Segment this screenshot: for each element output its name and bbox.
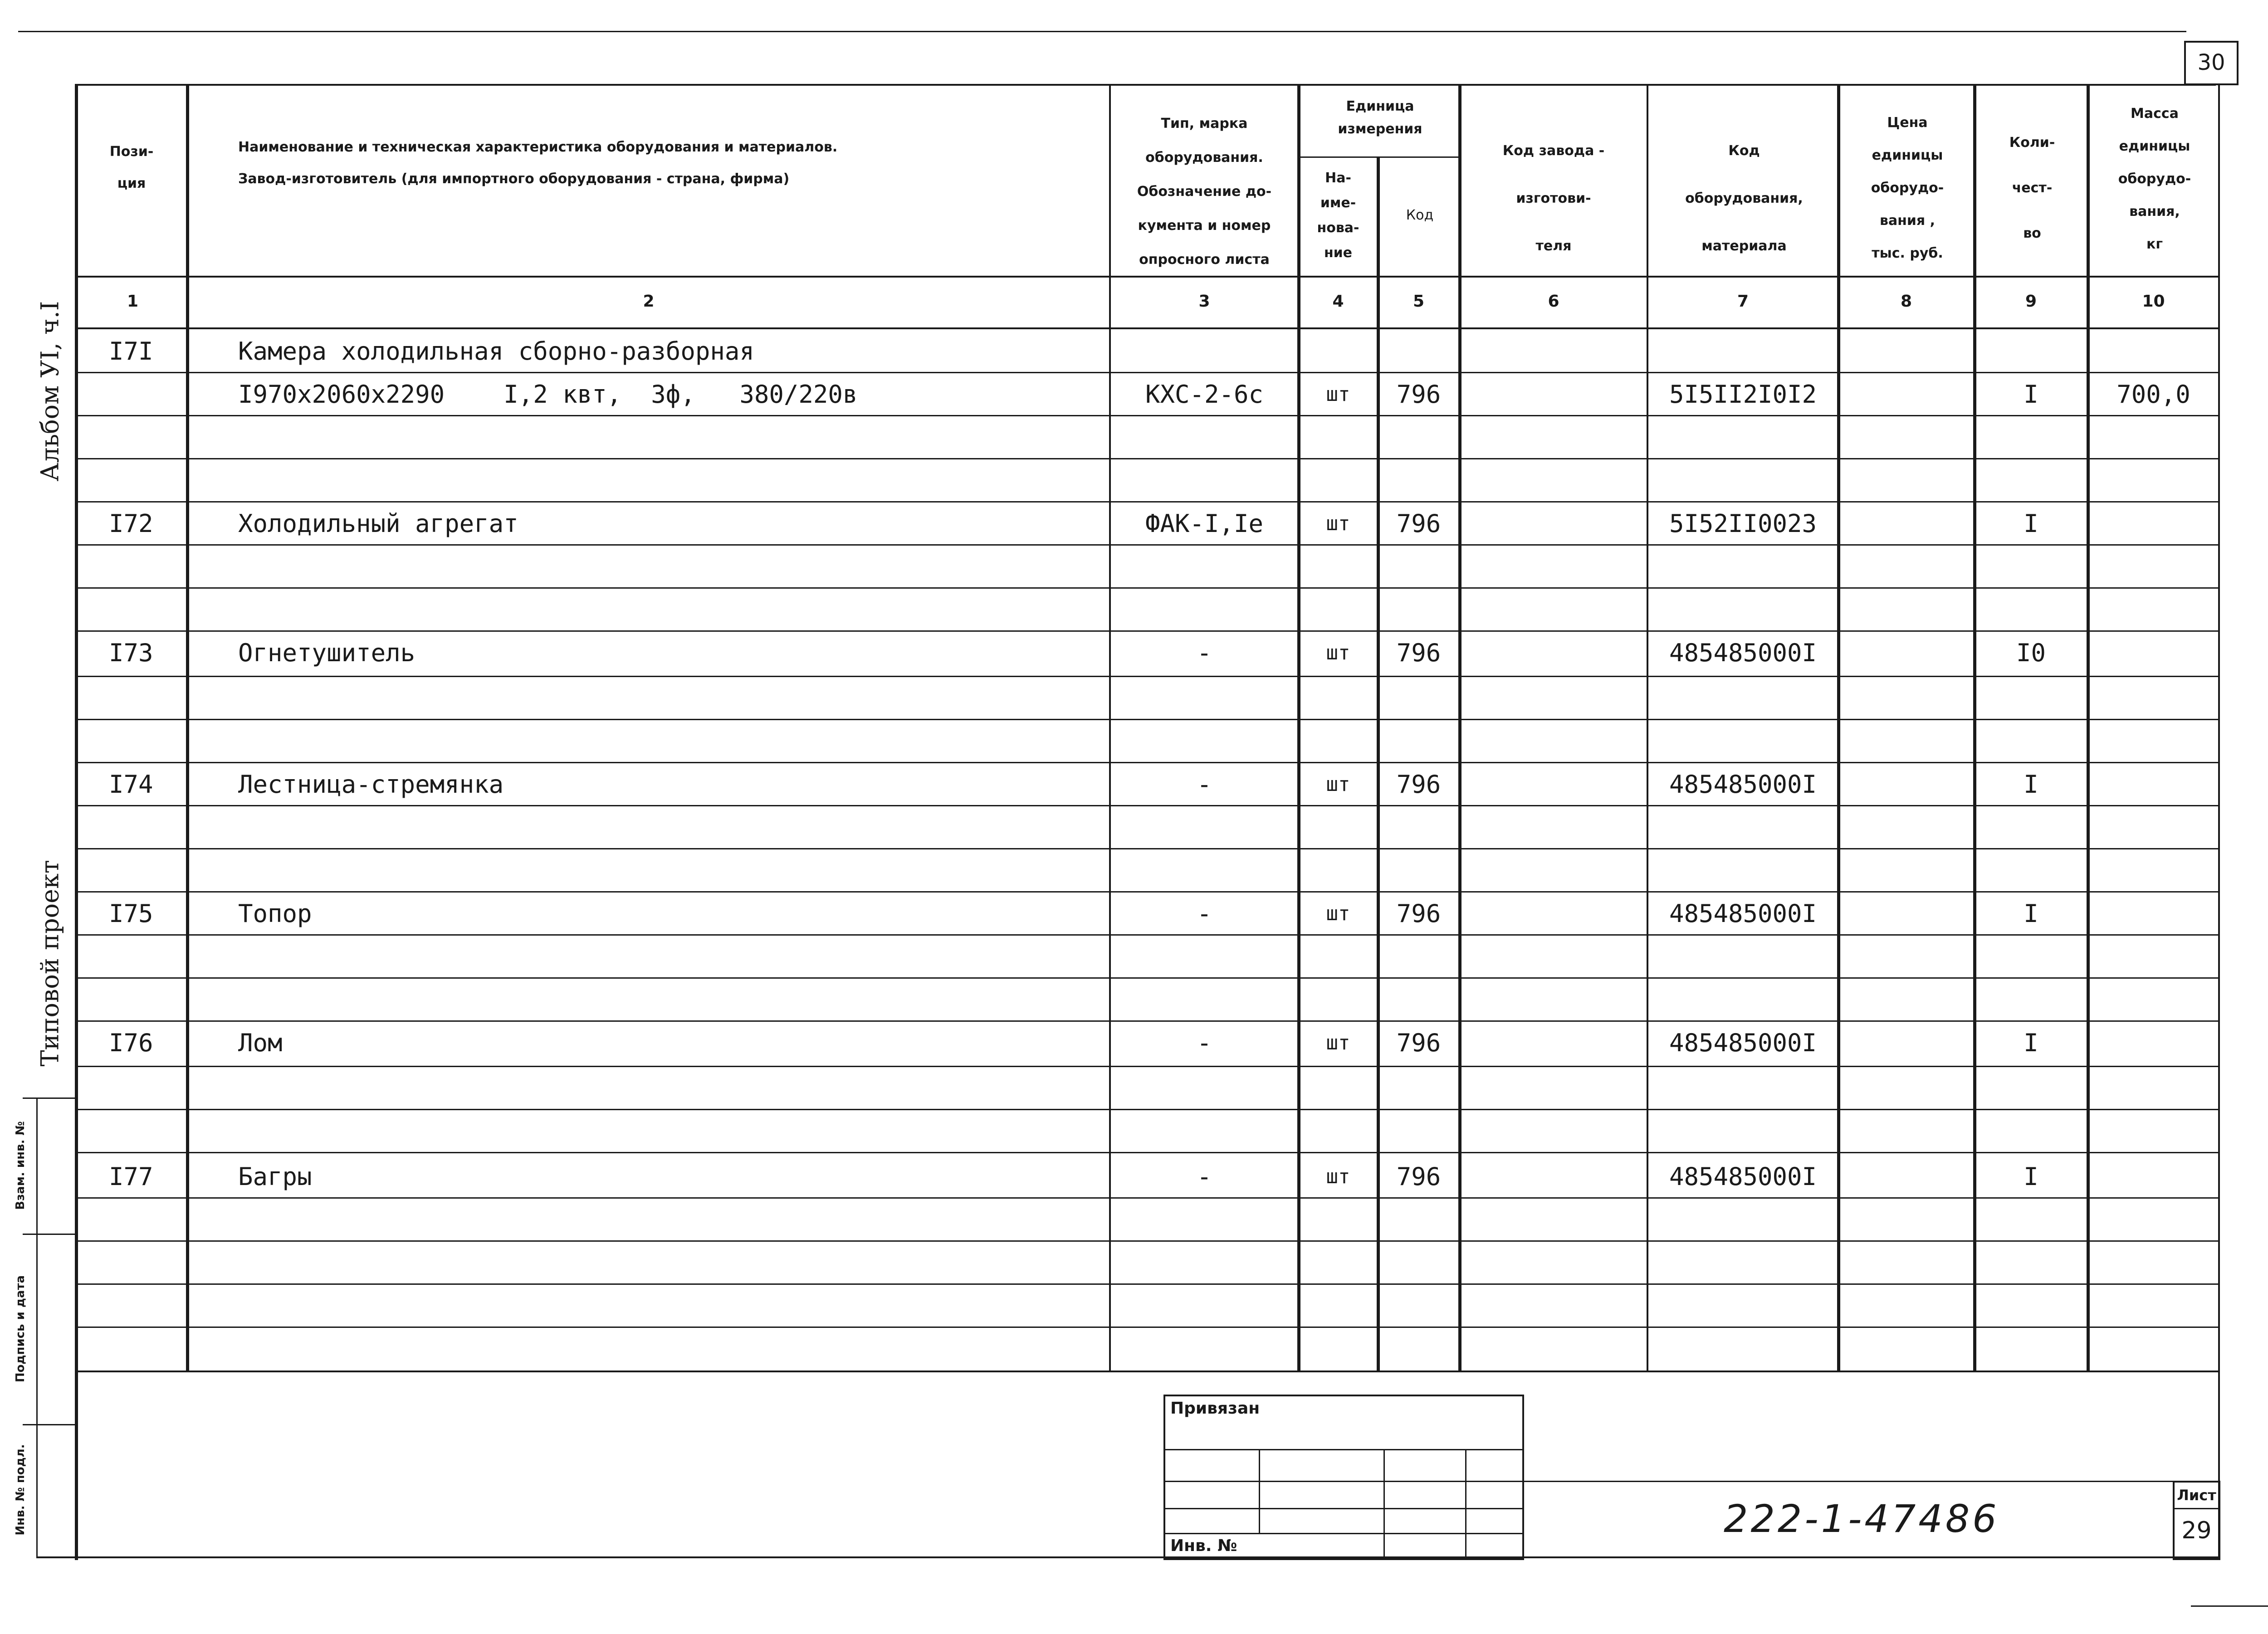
colnum-3: 3: [1198, 292, 1210, 311]
colnum-8: 8: [1900, 292, 1912, 311]
row-173-code: 796: [1396, 639, 1441, 667]
row-171-pos: I7I: [109, 337, 153, 366]
row-176-type: -: [1197, 1029, 1212, 1057]
document-code: 222-1-47486: [1724, 1497, 1999, 1541]
table-left-border: [75, 84, 78, 1560]
row-line: [75, 1283, 2218, 1285]
header-mass: Масса единицы оборудо- вания, кг: [2118, 106, 2191, 252]
row-171-unit: шт: [1326, 383, 1350, 406]
table-right-border: [2218, 84, 2220, 1560]
col-line-5: [1458, 84, 1461, 1372]
header-unit-name: На- име- нова- ние: [1317, 170, 1359, 261]
colnum-2: 2: [643, 292, 655, 311]
row-174-name: Лестница-стремянка: [238, 770, 504, 799]
row-171-mass: 700,0: [2116, 380, 2190, 409]
row-174-type: -: [1197, 770, 1212, 799]
row-line: [75, 1152, 2218, 1153]
colnum-6: 6: [1548, 292, 1559, 311]
row-172-pos: I72: [109, 509, 153, 538]
row-172-equip: 5I52II0023: [1669, 509, 1817, 538]
stamp-line: [1163, 1481, 1524, 1482]
row-175-name: Топор: [238, 899, 312, 928]
row-line: [75, 848, 2218, 849]
colnum-5: 5: [1413, 292, 1425, 311]
col-line-6: [1647, 84, 1648, 1372]
row-175-unit: шт: [1326, 902, 1350, 925]
row-177-pos: I77: [109, 1162, 153, 1191]
row-174-qty: I: [2024, 770, 2038, 799]
table-bottom-line: [36, 1556, 2220, 1558]
row-174-unit: шт: [1326, 773, 1350, 796]
row-line: [75, 1109, 2218, 1110]
sheet-label: Лист: [2177, 1487, 2216, 1504]
row-line: [75, 458, 2218, 459]
row-174-pos: I74: [109, 770, 153, 799]
side-frame-line: [36, 1097, 38, 1558]
header-unit-group: Единица измерения: [1338, 98, 1422, 137]
row-173-type: -: [1197, 639, 1212, 667]
header-price: Цена единицы оборудо- вания , тыс. руб.: [1871, 115, 1944, 261]
colnum-9: 9: [2025, 292, 2037, 311]
row-line: [75, 630, 2218, 632]
row-line: [75, 1066, 2218, 1067]
side-album-label: Альбом УI, ч.I: [35, 301, 64, 482]
row-177-unit: шт: [1326, 1165, 1350, 1188]
row-line: [75, 587, 2218, 589]
row-173-unit: шт: [1326, 641, 1350, 664]
row-line: [75, 719, 2218, 720]
sheet-box-divider: [2173, 1508, 2220, 1509]
header-pos: Пози- ция: [109, 144, 154, 191]
header-qty: Коли- чест- во: [2009, 135, 2055, 241]
side-frame-divider: [23, 1424, 75, 1425]
header-name: Наименование и техническая характеристика оборудования и материалов. Завод-изготовитель (для импортного оборудования - страна, фирма): [238, 139, 838, 187]
stamp-col: [1465, 1449, 1466, 1560]
top-page-number: 30: [2197, 50, 2225, 75]
row-171-name: Камера холодильная сборно-разборная: [238, 337, 754, 366]
row-175-qty: I: [2024, 899, 2038, 928]
row-175-code: 796: [1396, 899, 1441, 928]
row-172-unit: шт: [1326, 512, 1350, 535]
title-block-line: [1524, 1481, 2218, 1482]
row-175-type: -: [1197, 899, 1212, 928]
row-line: [75, 762, 2218, 763]
row-173-pos: I73: [109, 639, 153, 667]
header-type: Тип, марка оборудования. Обозначение до- кумента и номер опросного листа: [1137, 116, 1272, 268]
row-line: [75, 1197, 2218, 1199]
side-frame-top: [23, 1097, 75, 1099]
top-border-line: [18, 31, 2186, 32]
binding-stamp: [1163, 1395, 1524, 1560]
col-line-2: [1109, 84, 1111, 1372]
row-176-equip: 485485000I: [1669, 1029, 1817, 1057]
column-numbers-bottom-line: [75, 327, 2218, 329]
stamp-inv-label: Инв. №: [1170, 1536, 1237, 1555]
colnum-1: 1: [127, 292, 139, 311]
col-line-1: [186, 84, 189, 1372]
row-171-type: КХС-2-6с: [1145, 380, 1264, 409]
row-line: [75, 977, 2218, 979]
row-line: [75, 891, 2218, 893]
row-174-code: 796: [1396, 770, 1441, 799]
row-line: [75, 372, 2218, 373]
row-174-equip: 485485000I: [1669, 770, 1817, 799]
row-176-pos: I76: [109, 1029, 153, 1057]
row-177-equip: 485485000I: [1669, 1162, 1817, 1191]
side-frame-divider: [23, 1234, 75, 1235]
row-173-qty: I0: [2016, 639, 2046, 667]
row-172-code: 796: [1396, 509, 1441, 538]
colnum-7: 7: [1737, 292, 1749, 311]
row-171-name-line2: I970x2060x2290 I,2 квт, 3ф, 380/220в: [238, 380, 858, 409]
row-171-qty: I: [2024, 380, 2038, 409]
colnum-4: 4: [1332, 292, 1344, 311]
row-171-code: 796: [1396, 380, 1441, 409]
sheet-number: 29: [2181, 1517, 2212, 1544]
row-176-code: 796: [1396, 1029, 1441, 1057]
col-line-9: [2087, 84, 2090, 1372]
stamp-bound-label: Привязан: [1170, 1399, 1260, 1418]
table-body-bottom-line: [75, 1371, 2218, 1372]
row-line: [75, 934, 2218, 936]
header-unit-code: Код: [1406, 207, 1434, 223]
side-frame-label-3: Инв. № подл.: [14, 1444, 27, 1536]
colnum-10: 10: [2142, 292, 2165, 311]
row-line: [75, 1327, 2218, 1328]
bottom-right-mark: [2191, 1605, 2268, 1607]
row-176-unit: шт: [1326, 1031, 1350, 1054]
col-line-7: [1837, 84, 1840, 1372]
stamp-line: [1163, 1533, 1524, 1534]
row-173-name: Огнетушитель: [238, 639, 415, 667]
row-177-name: Багры: [238, 1162, 312, 1191]
row-175-pos: I75: [109, 899, 153, 928]
row-171-equip: 5I5II2I0I2: [1669, 380, 1817, 409]
table-top-line: [75, 84, 2216, 86]
stamp-col: [1259, 1449, 1260, 1533]
row-173-equip: 485485000I: [1669, 639, 1817, 667]
row-177-type: -: [1197, 1162, 1212, 1191]
row-line: [75, 1240, 2218, 1242]
row-line: [75, 544, 2218, 546]
row-172-type: ФАК-I,Iе: [1145, 509, 1264, 538]
stamp-line: [1163, 1508, 1524, 1509]
row-172-name: Холодильный агрегат: [238, 509, 518, 538]
row-176-qty: I: [2024, 1029, 2038, 1057]
stamp-col: [1383, 1449, 1385, 1560]
side-frame-label-1: Взам. инв. №: [14, 1121, 27, 1210]
side-frame-label-2: Подпись и дата: [14, 1275, 27, 1383]
row-176-name: Лом: [238, 1029, 283, 1057]
stamp-line: [1163, 1449, 1524, 1450]
row-175-equip: 485485000I: [1669, 899, 1817, 928]
row-line: [75, 501, 2218, 502]
row-172-qty: I: [2024, 509, 2038, 538]
row-line: [75, 676, 2218, 677]
row-177-qty: I: [2024, 1162, 2038, 1191]
row-line: [75, 415, 2218, 416]
row-line: [75, 805, 2218, 806]
side-project-label: Типовой проект: [35, 860, 64, 1067]
row-line: [75, 1020, 2218, 1022]
header-equip-code: Код оборудования, материала: [1685, 143, 1803, 254]
header-factory: Код завода - изготови- теля: [1502, 143, 1605, 254]
row-177-code: 796: [1396, 1162, 1441, 1191]
